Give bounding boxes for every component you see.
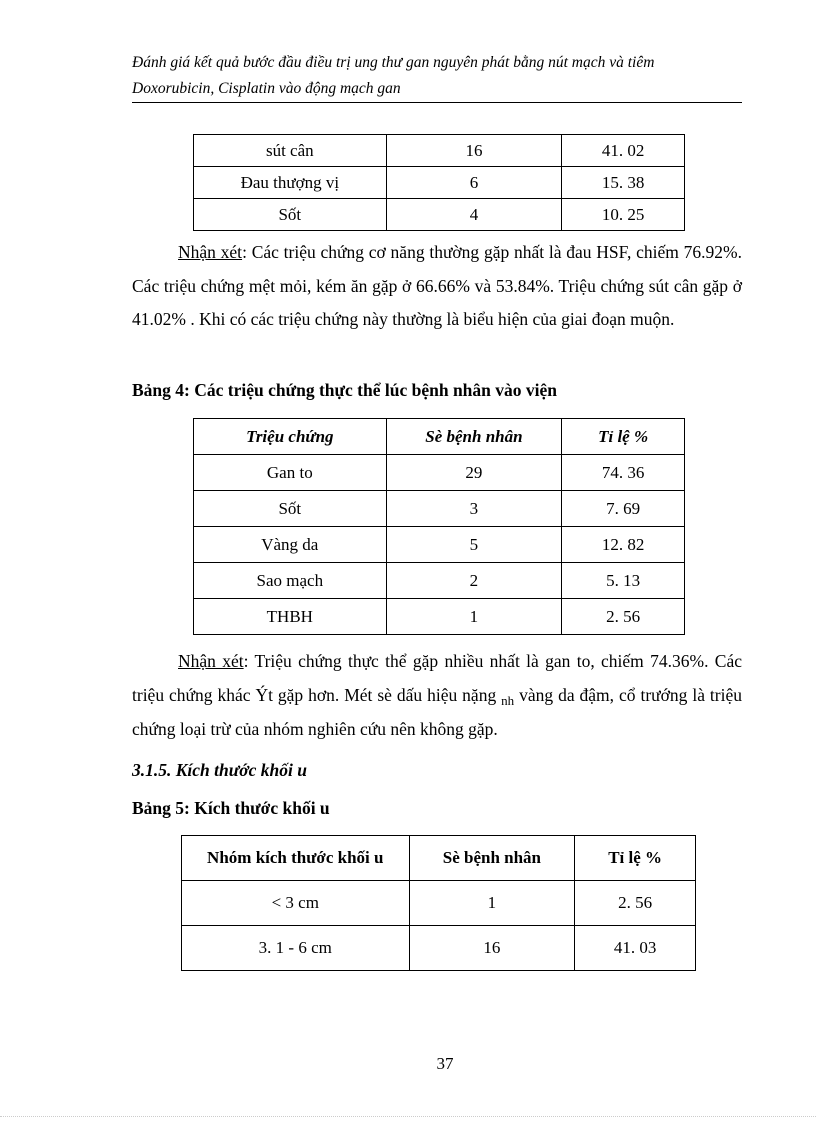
table-cell: Vàng da [194,527,387,563]
remark-functional-symptoms [132,236,742,337]
table-row [194,563,685,599]
column-header: Sè bệnh nhân [409,836,575,881]
table-cell: Đau thượng vị [194,167,387,199]
table-cell: 2. 56 [562,599,685,635]
table-cell: 1 [409,881,575,926]
table5-caption: Bảng 5: Kích thước khối u [132,798,330,818]
table-cell: 10. 25 [562,199,685,231]
table-cell: 3. 1 - 6 cm [182,926,410,971]
remark-text: : Các triệu chứng cơ năng thường gặp nhất là đau HSF, chiếm 76.92%. Các triệu chứng mệt mỏi, kém ăn gặp ở 66.66% và 53.84%. Triệu chứng sút cân gặp ở 41.02% . Khi có các triệu chứng này thường là biểu hiện của giai đoạn muộn. [132,242,742,329]
table-cell: 41. 03 [575,926,696,971]
table-row [194,599,685,635]
table-cell: 7. 69 [562,491,685,527]
table-cell: 12. 82 [562,527,685,563]
table-cell: 15. 38 [562,167,685,199]
physical-symptoms-table [193,418,685,635]
table-cell: 2. 56 [575,881,696,926]
table-cell: sút cân [194,135,387,167]
remark-text-a: : Triệu chứng thực thể gặp nhiều nhất là gan to, chiếm 74.36%. Các triệu chứng khác Ýt gặp hơn. Mét sè dấu hiệu nặng [132,651,742,705]
table-row [194,455,685,491]
table-cell: 2 [386,563,562,599]
table-cell: 5. 13 [562,563,685,599]
header-divider [132,102,742,103]
running-header-line-2: Doxorubicin, Cisplatin vào động mạch gan [132,80,401,97]
table-cell: Sao mạch [194,563,387,599]
remark-physical-symptoms [132,645,742,747]
table-cell: 6 [386,167,562,199]
remark-label: Nhận xét [178,242,243,262]
column-header: Sè bệnh nhân [386,419,562,455]
table-cell: 16 [409,926,575,971]
table-cell: 4 [386,199,562,231]
page-number: 37 [436,1054,454,1073]
table-row [194,167,685,199]
remark-label: Nhận xét [178,651,244,671]
table-row [194,135,685,167]
running-header-line-1: Đánh giá kết quả bước đầu điều trị ung thư gan nguyên phát bằng nút mạch và tiêm [132,54,655,71]
table-cell: Sốt [194,199,387,231]
table-cell: 3 [386,491,562,527]
column-header: Triệu chứng [194,419,387,455]
remark-fragment: nh [501,692,515,708]
column-header: Tỉ lệ % [575,836,696,881]
table-cell: Gan to [194,455,387,491]
table-cell: THBH [194,599,387,635]
table-cell: 5 [386,527,562,563]
column-header: Tỉ lệ % [562,419,685,455]
table-row [194,527,685,563]
tumor-size-table [181,835,696,971]
table-cell: < 3 cm [182,881,410,926]
table-row [194,491,685,527]
table4-caption: Bảng 4: Các triệu chứng thực thể lúc bệnh nhân vào viện [132,380,557,400]
table-row [194,199,685,231]
table-row [182,881,696,926]
table-cell: Sốt [194,491,387,527]
running-header [132,50,742,102]
table-row [182,926,696,971]
table-cell: 1 [386,599,562,635]
page-bottom-edge [0,1116,816,1117]
section-heading: 3.1.5. Kích thước khối u [132,760,307,780]
table-cell: 29 [386,455,562,491]
symptom-table-continued [193,134,685,231]
table-cell: 74. 36 [562,455,685,491]
column-header: Nhóm kích thước khối u [182,836,410,881]
table-cell: 41. 02 [562,135,685,167]
table-cell: 16 [386,135,562,167]
remark-text-b: vàng da đậm, cổ trướng là triệu chứng loại trừ của nhóm nghiên cứu nên không gặp. [132,684,742,739]
